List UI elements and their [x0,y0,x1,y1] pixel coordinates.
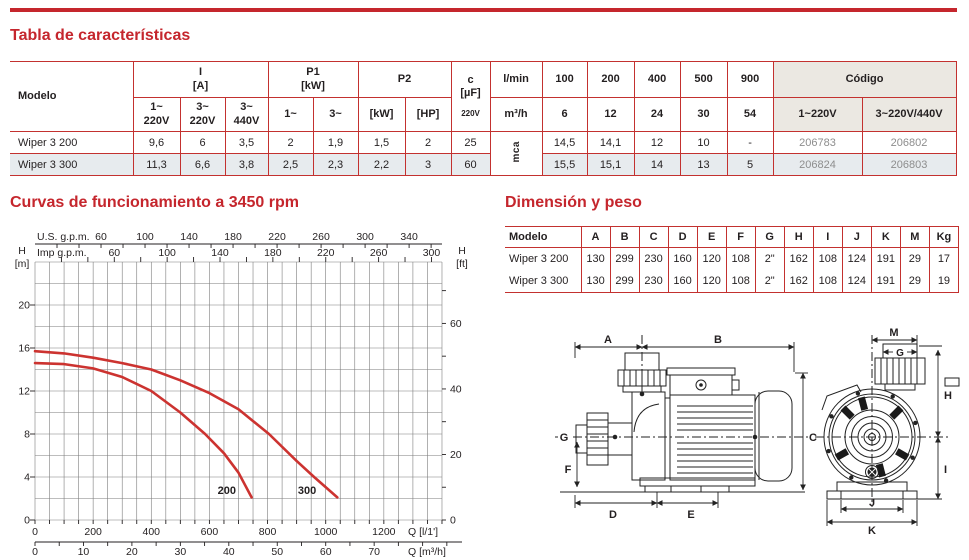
dim-cell: 108 [813,270,842,293]
table-row [505,270,959,293]
subheader-p2: [HP] [405,98,451,132]
cell-value: 6,6 [180,154,225,176]
svg-text:200: 200 [217,484,237,497]
dim-cell: 19 [929,270,958,293]
svg-text:H: H [18,245,26,257]
svg-text:300: 300 [422,247,441,259]
header-codigo: Código [773,62,956,98]
dim-cell: 160 [668,270,697,293]
dim-label-k: K [868,525,876,537]
dim-header: Modelo [505,227,581,248]
svg-text:300: 300 [297,484,317,497]
chart-grid [35,262,442,520]
svg-text:180: 180 [264,247,282,259]
dim-cell: 162 [784,270,813,293]
cell-head-value: 15,1 [587,154,634,176]
cell-value: 1,9 [313,132,358,154]
dim-cell: 120 [697,248,726,271]
header-group-p2: P2 [358,62,451,98]
svg-text:220: 220 [268,231,286,243]
cell-code: 206783 [773,132,862,154]
dim-header: F [726,227,755,248]
svg-text:260: 260 [312,231,330,243]
dim-label-b: B [714,334,722,346]
side-view-dimension-lines [575,342,808,508]
cell-value: 3 [405,154,451,176]
cell-code: 206803 [862,154,956,176]
cell-code: 206824 [773,154,862,176]
cell-head-value: 14 [634,154,680,176]
dim-cell: 29 [900,248,929,271]
dim-label-f: F [564,464,572,476]
svg-text:60: 60 [319,546,332,558]
cell-value: 11,3 [133,154,180,176]
svg-text:800: 800 [258,526,277,538]
section-title-curvas: Curvas de funcionamiento a 3450 rpm [10,194,299,211]
top-red-rule [10,8,957,12]
svg-text:10: 10 [77,546,90,558]
svg-text:[ft]: [ft] [456,258,468,270]
header-capacitor: c [µF] 220V [451,62,490,132]
dim-label-c: C [809,432,817,444]
cell-value: 2,2 [358,154,405,176]
header-lmin: l/min [490,62,542,98]
svg-text:0: 0 [449,514,456,527]
dim-label-g2: G [896,348,904,359]
dim-label-e: E [687,509,695,521]
performance-chart [10,222,492,560]
dim-cell: 124 [842,270,871,293]
header-flow-m3h: 12 [587,98,634,132]
dim-label-a: A [604,334,612,346]
pump-side-view [555,335,810,492]
header-flow-m3h: 30 [680,98,727,132]
dim-header: G [755,227,784,248]
dim-header: J [842,227,871,248]
dim-cell: 230 [639,270,668,293]
cell-value: 2,3 [313,154,358,176]
subheader-codigo-mono: 1~220V [773,98,862,132]
pump-front-view [815,335,959,507]
svg-text:140: 140 [211,247,229,259]
svg-text:Q [l/1']: Q [l/1'] [408,526,439,538]
dim-label-h: H [944,390,952,402]
svg-text:1200: 1200 [372,526,396,538]
cell-value: 25 [451,132,490,154]
dim-cell: 230 [639,248,668,271]
subheader-i: 3~ 220V [180,98,225,132]
dim-cell: 162 [784,248,813,271]
dim-header: C [639,227,668,248]
dim-cell: 108 [726,270,755,293]
subheader-p1: 3~ [313,98,358,132]
dim-label-j: J [868,497,876,509]
svg-text:20: 20 [18,299,30,312]
svg-text:40: 40 [449,383,462,396]
svg-text:H: H [458,245,466,257]
svg-text:0: 0 [24,514,30,527]
subheader-p2: [kW] [358,98,405,132]
svg-text:20: 20 [449,448,462,461]
dim-cell: 299 [610,248,639,271]
dim-cell: 160 [668,248,697,271]
header-flow-m3h: 6 [542,98,587,132]
subheader-i: 3~ 440V [225,98,268,132]
dim-header: M [900,227,929,248]
dim-cell: 124 [842,248,871,271]
svg-text:0: 0 [32,526,38,538]
header-flow-lmin: 500 [680,62,727,98]
subheader-codigo-tri: 3~220V/440V [862,98,956,132]
header-flow-lmin: 400 [634,62,680,98]
svg-text:300: 300 [356,231,374,243]
svg-text:100: 100 [136,231,154,243]
header-m3h: m³/h [490,98,542,132]
svg-text:Imp g.p.m.: Imp g.p.m. [37,247,87,259]
cell-head-value: 15,5 [542,154,587,176]
subheader-p1: 1~ [268,98,313,132]
svg-text:100: 100 [158,247,176,259]
header-flow-lmin: 200 [587,62,634,98]
svg-text:4: 4 [24,471,30,484]
dim-cell: 191 [871,248,900,271]
dim-cell: 29 [900,270,929,293]
pump-curve-300 [35,351,337,497]
dim-cell: 191 [871,270,900,293]
pump-dimension-drawings [505,310,969,560]
svg-text:U.S. g.p.m.: U.S. g.p.m. [37,231,90,243]
svg-text:340: 340 [400,231,418,243]
dim-cell: 120 [697,270,726,293]
dim-cell: 130 [581,248,610,271]
dim-header: D [668,227,697,248]
cell-modelo: Wiper 3 300 [10,154,133,176]
dim-cell: 17 [929,248,958,271]
svg-text:180: 180 [224,231,242,243]
cell-value: 2 [405,132,451,154]
dim-cell: 108 [813,248,842,271]
dim-label-m: M [889,327,899,339]
svg-text:400: 400 [142,526,161,538]
svg-text:600: 600 [200,526,219,538]
cell-value: 3,8 [225,154,268,176]
cell-head-value: 5 [727,154,773,176]
dim-header: B [610,227,639,248]
header-flow-lmin: 100 [542,62,587,98]
dim-cell: 108 [726,248,755,271]
dim-header: H [784,227,813,248]
dim-header: A [581,227,610,248]
header-group-p1: P1 [kW] [268,62,358,98]
dim-header: E [697,227,726,248]
dim-cell: 130 [581,270,610,293]
svg-text:8: 8 [24,428,30,441]
svg-text:0: 0 [32,546,38,558]
dim-header: I [813,227,842,248]
dim-label-g: G [559,432,569,444]
dimensiones-table [505,226,959,293]
svg-text:60: 60 [449,317,462,330]
svg-text:30: 30 [174,546,187,558]
dim-cell: Wiper 3 200 [509,253,569,265]
svg-text:20: 20 [126,546,138,558]
header-group-i: I [A] [133,62,268,98]
table-row [10,132,956,154]
header-flow-lmin: 900 [727,62,773,98]
svg-text:[m]: [m] [14,258,30,270]
cell-value: 1,5 [358,132,405,154]
table-row [505,248,959,271]
cell-head-value: 14,5 [542,132,587,154]
cell-head-value: 13 [680,154,727,176]
dim-cell: 2" [755,248,784,271]
cell-head-value: 10 [680,132,727,154]
svg-text:12: 12 [18,385,30,398]
dim-label-d: D [609,509,617,521]
svg-text:50: 50 [271,546,284,558]
table-row [10,154,956,176]
svg-text:60: 60 [108,247,121,259]
dim-label-i: I [944,464,948,476]
cell-value: 2 [268,132,313,154]
chart-axes [30,244,462,546]
cell-head-value: 12 [634,132,680,154]
svg-text:40: 40 [222,546,235,558]
cell-value: 6 [180,132,225,154]
section-title-caracteristicas: Tabla de características [10,27,191,44]
dim-cell: 299 [610,270,639,293]
cell-mca-unit: mca [490,132,542,176]
dim-cell: Wiper 3 300 [505,270,581,293]
svg-text:60: 60 [95,231,107,243]
svg-text:70: 70 [368,546,381,558]
subheader-i: 1~ 220V [133,98,180,132]
caracteristicas-table [10,61,957,176]
section-title-dimensiones: Dimensión y peso [505,194,642,211]
svg-text:200: 200 [84,526,102,538]
cell-value: 2,5 [268,154,313,176]
chart-axis-labels [15,231,468,558]
cell-head-value: 14,1 [587,132,634,154]
cell-value: 9,6 [133,132,180,154]
cell-code: 206802 [862,132,956,154]
header-flow-m3h: 54 [727,98,773,132]
svg-text:Q [m³/h]: Q [m³/h] [408,546,446,558]
cell-value: 60 [451,154,490,176]
dim-header: K [871,227,900,248]
cell-modelo: Wiper 3 200 [10,132,133,154]
dim-cell: 2" [755,270,784,293]
header-modelo: Modelo [10,62,133,132]
svg-text:1000: 1000 [314,526,338,538]
cell-value: 3,5 [225,132,268,154]
svg-text:220: 220 [316,247,335,259]
header-flow-m3h: 24 [634,98,680,132]
svg-text:260: 260 [369,247,388,259]
cell-head-value: - [727,132,773,154]
dim-header: Kg [929,227,958,248]
svg-text:140: 140 [180,231,198,243]
svg-text:16: 16 [18,342,30,355]
